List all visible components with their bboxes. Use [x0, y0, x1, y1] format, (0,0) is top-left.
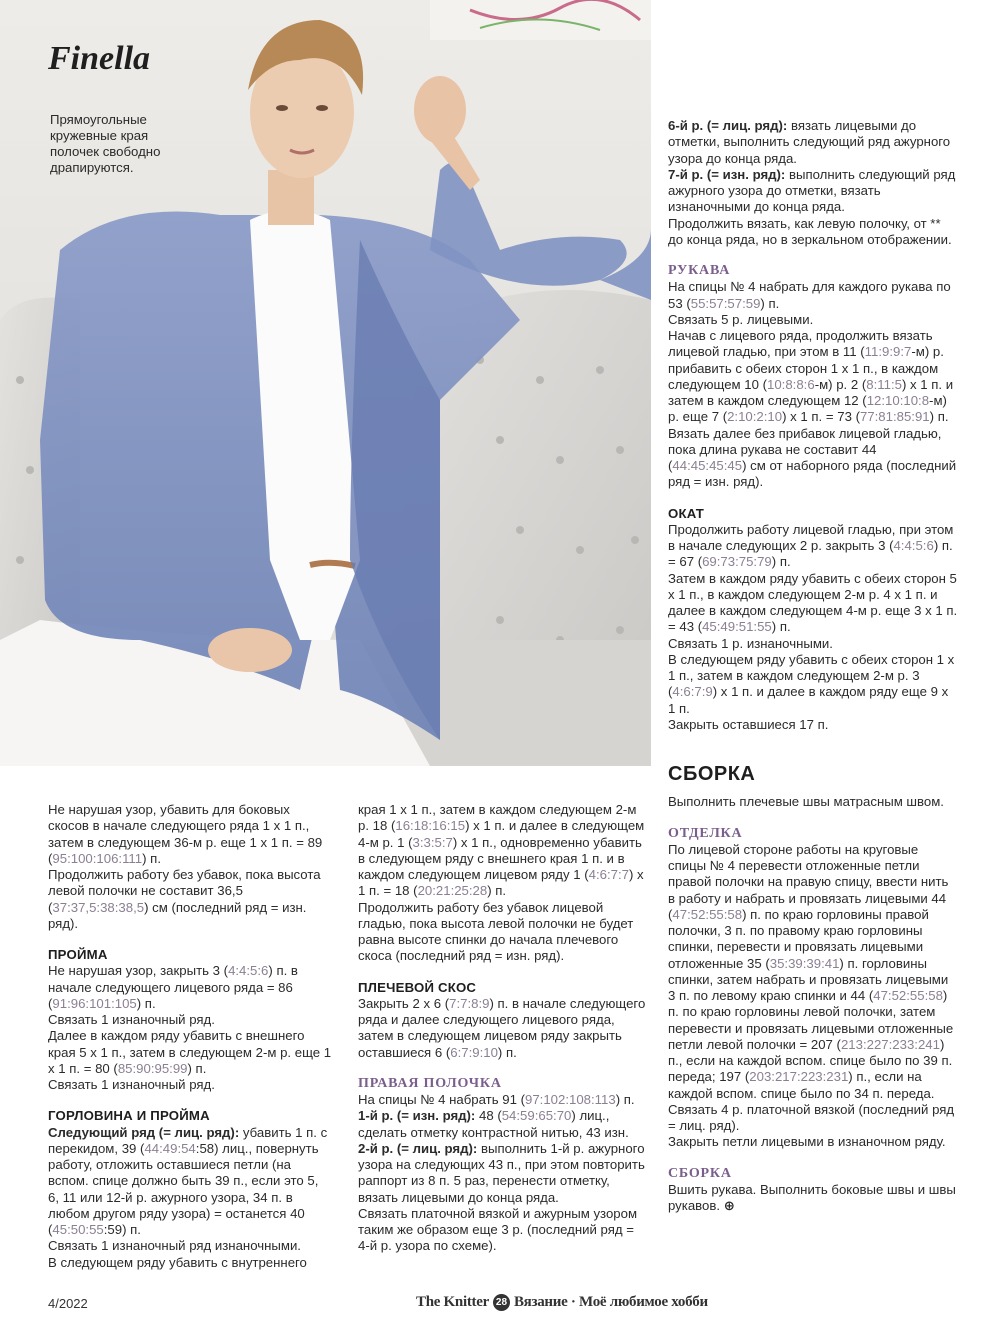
para-sleeves-1: На спицы № 4 набрать для каждого рукава по 53 (55:57:57:59) п. — [668, 279, 951, 311]
size-values: 54:59:65:70 — [501, 1108, 572, 1124]
size-values: 6:7:9:10 — [450, 1044, 498, 1060]
size-values: 4:4:5:6 — [893, 538, 934, 553]
size-values: 10:8:8:6 — [767, 376, 815, 392]
size-values: 213:227:233:241 — [840, 1036, 940, 1052]
para-row6: 6-й р. (= лиц. ряд): вязать лицевыми до отметки, выполнить следующий ряд ажурного узора до конца ряда. — [668, 118, 951, 166]
para-cap-5: Закрыть оставшиеся 17 п. — [668, 716, 829, 732]
end-mark-icon: ⊕ — [723, 1198, 735, 1213]
size-values: 77:81:85:91 — [859, 409, 930, 425]
para-sleeves-2: Связать 5 р. лицевыми. — [668, 311, 814, 327]
heading-neck-armhole: ГОРЛОВИНА И ПРОЙМА — [48, 1108, 210, 1124]
photo-caption: Прямоугольные кружевные края полочек свободно драпируются. — [50, 112, 161, 175]
para-cap-4: В следующем ряду убавить с обеих сторон 1 х 1 п., затем в каждом следующем 2-м р. 3 (4:6:7:9) х 1 п. и далее в каждом ряду еще 9 х 1 п. — [668, 651, 955, 716]
issue-label: 4/2022 — [48, 1296, 88, 1311]
para-continue-1: края 1 х 1 п., затем в каждом следующем 2-м р. 18 (16:18:16:15) х 1 п. и далее в следующем 4-м р. 1 (3:3:5:7) х 1 п., одновременно убавить в следующем ряду с внешнего края 1 п. и в каждом следующем лицевом ряду 1 (4:6:7:7) х 1 п. = 18 (20:21:25:28) п. — [358, 802, 645, 899]
size-values: 55:57:57:59 — [690, 295, 761, 311]
row-label: 7-й р. (= изн. ряд): — [668, 166, 786, 182]
size-values: 44:45:45:45 — [672, 458, 743, 473]
para-cap-1: Продолжить работу лицевой гладью, при этом в начале следующих 2 р. закрыть 3 (4:4:5:6) п. = 67 (69:73:75:79) п. — [668, 521, 954, 570]
size-values: 45:50:55 — [52, 1222, 104, 1237]
magazine-line — [416, 1294, 708, 1311]
para-intro-2: Продолжить работу без убавок, пока высота левой полочки не составит 36,5 (37:37,5:38:38,5) см (последний ряд = изн. ряд). — [48, 867, 321, 931]
size-values: 7:7:8:9 — [449, 995, 490, 1011]
para-assembly: Выполнить плечевые швы матрасным швом. — [668, 794, 944, 810]
size-values: 4:4:5:6 — [228, 963, 269, 979]
size-values: 85:90:95:99 — [117, 1060, 188, 1076]
para-cap-2: Затем в каждом ряду убавить с обеих сторон 5 х 1 п., в каждом следующем 2-м р. 4 х 1 п. и далее в каждом следующем 4-м р. еще 3 х 1 п. = 43 (45:49:51:55) п. — [668, 570, 958, 635]
page-number: 28 — [493, 1294, 510, 1311]
para-neck-3: В следующем ряду убавить с внутреннего — [48, 1254, 307, 1270]
column-left — [48, 802, 333, 1271]
size-values: 97:102:108:113 — [524, 1092, 616, 1107]
heading-shoulder: ПЛЕЧЕВОЙ СКОС — [358, 979, 477, 995]
para-armhole-2: Связать 1 изнаночный ряд. — [48, 1012, 215, 1027]
magazine-tagline: Вязание · Моё любимое хобби — [513, 1294, 708, 1310]
para-right-1: На спицы № 4 набрать 91 (97:102:108:113) п. — [358, 1092, 635, 1107]
para-mirror: Продолжить вязать, как левую полочку, от ** до конца ряда, но в зеркальном отображении. — [668, 215, 952, 247]
para-right-2: 1-й р. (= изн. ряд): 48 (54:59:65:70) лиц., сделать отметку контрастной нитью, 43 изн. — [358, 1108, 629, 1140]
heading-right-front: ПРАВАЯ ПОЛОЧКА — [358, 1075, 502, 1091]
pattern-title: Finella — [48, 40, 151, 77]
heading-sleeves: РУКАВА — [668, 263, 731, 278]
row-label: 2-й р. (= лиц. ряд): — [358, 1140, 478, 1156]
size-values: 69:73:75:79 — [702, 554, 772, 570]
row-label: 6-й р. (= лиц. ряд): — [668, 118, 788, 133]
para-armhole-4: Связать 1 изнаночный ряд. — [48, 1077, 215, 1092]
para-finishing-1: По лицевой стороне работы на круговые спицы № 4 перевести отложенные петли правой полочки на правую спицу, ввести нить в работу и набрать и провязать лицевыми 44 (47:52:55:58) п. по краю горловины правой полочки, 3 п. по правому краю горловины спинки, перевести и провязать лицевыми отложенные 35 (35:39:39:41) п. горловины спинки, затем набрать и провязать лицевыми 3 п. по левому краю спинки и 44 (47:52:55:58) п. по краю горловины левой полочки, затем перевести и провязать лицевыми отложенные петли левой полочки = 207 (213:227:233:241) п., если на каждой вспом. спице было по 39 п. переда; 197 (203:217:223:231) п., если на каждой вспом. спице было по 34 п. переда. — [668, 841, 954, 1101]
para-assembly-2: Вшить рукава. Выполнить боковые швы и швы рукавов. ⊕ — [668, 1181, 956, 1213]
size-values: 95:100:106:111 — [52, 850, 143, 866]
para-sleeves-3: Начав с лицевого ряда, продолжить вязать лицевой гладью, при этом в 11 (11:9:9:7-м) р. прибавить с обеих сторон 1 х 1 п., в каждом следующем 10 (10:8:8:6-м) р. 2 (8:11:5) х 1 п. и затем в каждом следующем 12 (12:10:10:8-м) р. еще 7 (2:10:2:10) х 1 п. = 73 (77:81:85:91) п. — [668, 328, 954, 425]
para-continue-2: Продолжить работу без убавок лицевой гладью, пока высота левой полочки не будет равна высоте спинки до начала плечевого скоса (последний ряд = изн. ряд). — [358, 899, 634, 964]
size-values: 4:6:7:7 — [588, 867, 629, 882]
size-values: 8:11:5 — [866, 376, 902, 392]
row-label: Следующий ряд (= лиц. ряд): — [48, 1124, 240, 1140]
heading-assembly-2: СБОРКА — [668, 1165, 732, 1181]
page-footer — [0, 1294, 999, 1318]
para-finishing-3: Закрыть петли лицевыми в изнаночном ряду. — [668, 1134, 946, 1150]
heading-assembly: СБОРКА — [668, 763, 756, 785]
size-values: 47:52:55:58 — [672, 906, 743, 922]
column-right — [668, 118, 958, 733]
size-values: 11:9:9:7 — [864, 344, 912, 360]
column-right-lower — [668, 763, 958, 1214]
size-values: 35:39:39:41 — [769, 955, 840, 971]
size-values: 91:96:101:105 — [52, 995, 137, 1011]
heading-finishing: ОТДЕЛКА — [668, 825, 743, 841]
size-values: 20:21:25:28 — [417, 883, 488, 899]
size-values: 16:18:16:15 — [395, 818, 466, 834]
para-right-3: 2-й р. (= лиц. ряд): выполнить 1-й р. ажурного узора на следующих 43 п., при этом повторить раппорт из 8 п. 5 раз, перенести отметку, вязать лицевыми до конца ряда. — [358, 1140, 645, 1205]
size-values: 45:49:51:55 — [702, 619, 772, 635]
size-values: 203:217:223:231 — [749, 1069, 849, 1085]
size-values: 44:49:54 — [144, 1140, 196, 1156]
para-row7: 7-й р. (= изн. ряд): выполнить следующий ряд ажурного узора до отметки, вязать изнаночными до конца ряда. — [668, 166, 956, 215]
para-intro: Не нарушая узор, убавить для боковых скосов в начале следующего ряда 1 х 1 п., затем в следующем 36-м р. еще 1 х 1 п. = 89 (95:100:106:111) п. — [48, 802, 323, 866]
size-values: 37:37,5:38:38,5 — [52, 899, 145, 915]
heading-armhole: ПРОЙМА — [48, 947, 108, 962]
size-values: 3:3:5:7 — [412, 834, 453, 850]
para-neck-1: Следующий ряд (= лиц. ряд): убавить 1 п. с перекидом, 39 (44:49:54:58) лиц., повернуть работу, отложить оставшиеся петли (на вспом. спице должно быть 39 п., если это 5, 6, 11 или 12-й р. ажурного узора, 34 п. в любом другом ряду узора) = останется 40 (45:50:55:59) п. — [48, 1124, 328, 1237]
para-right-4: Связать платочной вязкой и ажурным узором таким же образом еще 3 р. (последний ряд = 4-й р. узора по схеме). — [358, 1205, 638, 1254]
para-armhole-1: Не нарушая узор, закрыть 3 (4:4:5:6) п. в начале следующего лицевого ряда = 86 (91:96:101:105) п. — [48, 963, 298, 1011]
column-middle — [358, 802, 648, 1255]
brand-name: The Knitter — [416, 1294, 489, 1310]
para-finishing-2: Связать 4 р. платочной вязкой (последний ряд = лиц. ряд). — [668, 1101, 955, 1133]
size-values: 2:10:2:10 — [727, 409, 783, 425]
para-cap-3: Связать 1 р. изнаночными. — [668, 635, 833, 651]
row-label: 1-й р. (= изн. ряд): — [358, 1108, 476, 1124]
size-values: 4:6:7:9 — [672, 684, 713, 700]
size-values: 47:52:55:58 — [873, 988, 943, 1003]
para-sleeves-4: Вязать далее без прибавок лицевой гладью, пока длина рукава не составит 44 (44:45:45:45) см от наборного ряда (последний ряд = изн. ряд). — [668, 425, 957, 490]
heading-cap: ОКАТ — [668, 505, 705, 521]
para-shoulder: Закрыть 2 х 6 (7:7:8:9) п. в начале следующего ряда и далее следующего лицевого ряда, затем в следующем лицевом ряду закрыть оставшиеся 6 (6:7:9:10) п. — [358, 995, 646, 1060]
para-neck-2: Связать 1 изнаночный ряд изнаночными. — [48, 1238, 301, 1254]
para-armhole-3: Далее в каждом ряду убавить с внешнего края 5 х 1 п., затем в следующем 2-м р. еще 1 х 1 п. = 80 (85:90:95:99) п. — [48, 1028, 332, 1076]
size-values: 12:10:10:8 — [866, 393, 930, 408]
